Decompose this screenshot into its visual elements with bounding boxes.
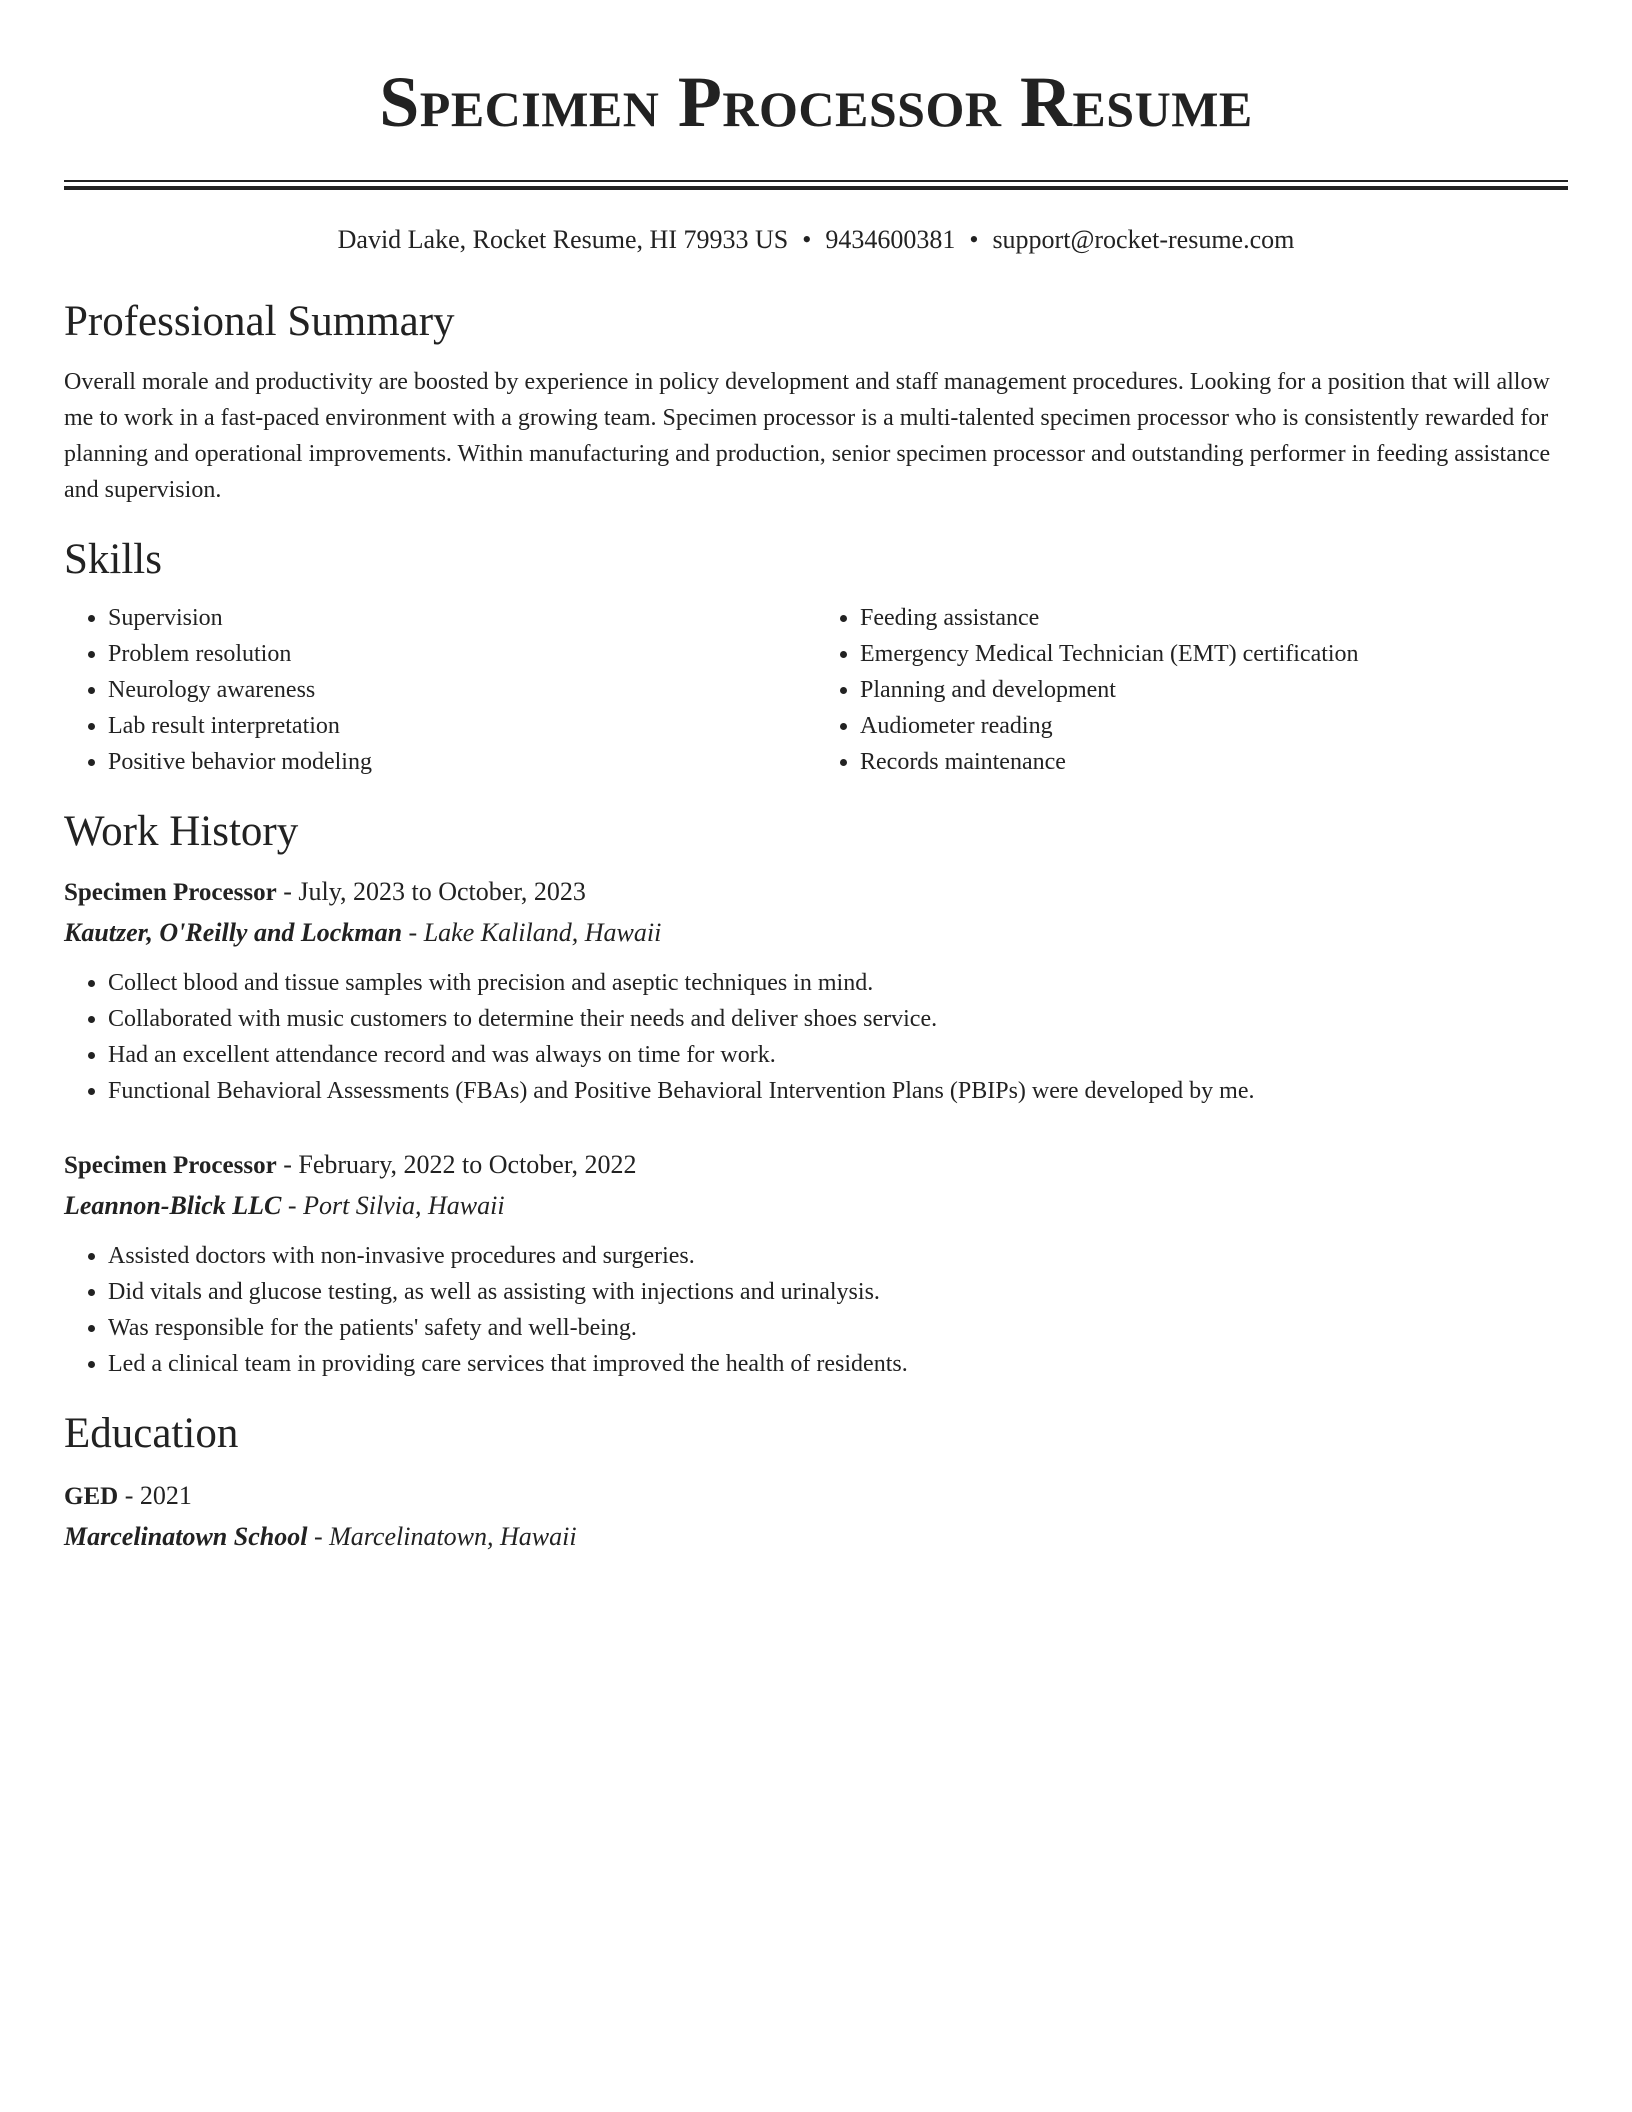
school-location: Marcelinatown, Hawaii	[329, 1522, 577, 1551]
summary-heading: Professional Summary	[64, 298, 455, 345]
job-title-line	[64, 1147, 1568, 1184]
job-location: Lake Kaliland, Hawaii	[423, 918, 662, 947]
job-duty: • Did vitals and glucose testing, as well as assisting with injections and urinalysis.	[108, 1274, 1568, 1310]
dash: -	[276, 877, 299, 906]
degree-line	[64, 1478, 1568, 1515]
contact-address: David Lake, Rocket Resume, HI 79933 US	[337, 225, 789, 254]
job-entry	[64, 1147, 1568, 1382]
job-company-line	[64, 1188, 1568, 1224]
job-title: Specimen Processor	[64, 879, 277, 906]
job-duty: • Led a clinical team in providing care services that improved the health of residents.	[108, 1346, 1568, 1382]
skill-item: • Lab result interpretation	[108, 708, 816, 744]
job-duty: • Assisted doctors with non-invasive procedures and surgeries.	[108, 1238, 1568, 1274]
graduation-year: 2021	[139, 1481, 192, 1510]
title-divider	[64, 180, 1568, 190]
skill-item: • Supervision	[108, 600, 816, 636]
skill-item: • Audiometer reading	[860, 708, 1568, 744]
job-company: Kautzer, O'Reilly and Lockman	[64, 918, 403, 947]
job-duties	[64, 965, 1568, 1109]
skills-column-right	[816, 600, 1568, 780]
job-title: Specimen Processor	[64, 1152, 277, 1179]
contact-separator: •	[969, 225, 979, 254]
job-dates: February, 2022 to October, 2022	[298, 1150, 637, 1179]
job-duties	[64, 1238, 1568, 1382]
skill-item: • Emergency Medical Technician (EMT) certification	[860, 636, 1568, 672]
education-heading: Education	[64, 1410, 239, 1457]
job-duty: • Collect blood and tissue samples with precision and aseptic techniques in mind.	[108, 965, 1568, 1001]
skill-item: • Problem resolution	[108, 636, 816, 672]
contact-line	[64, 224, 1568, 256]
job-company: Leannon-Blick LLC	[64, 1191, 282, 1220]
job-location: Port Silvia, Hawaii	[303, 1191, 505, 1220]
job-dates: July, 2023 to October, 2023	[298, 877, 586, 906]
job-duty: • Collaborated with music customers to determine their needs and deliver shoes service.	[108, 1001, 1568, 1037]
degree: GED	[64, 1483, 119, 1510]
skill-item: • Neurology awareness	[108, 672, 816, 708]
resume-title: Specimen Processor Resume	[379, 62, 1253, 142]
job-company-line	[64, 915, 1568, 951]
skills-column-left	[64, 600, 816, 780]
education-entry	[64, 1478, 1568, 1555]
job-entry	[64, 874, 1568, 1109]
skills-list	[64, 600, 1568, 780]
skill-item: • Feeding assistance	[860, 600, 1568, 636]
skills-heading: Skills	[64, 536, 162, 583]
contact-email: support@rocket-resume.com	[992, 225, 1295, 254]
school-line	[64, 1519, 1568, 1555]
job-title-line	[64, 874, 1568, 911]
dash: -	[402, 918, 424, 947]
contact-phone: 9434600381	[825, 225, 956, 254]
contact-separator: •	[802, 225, 812, 254]
job-duty: • Had an excellent attendance record and was always on time for work.	[108, 1037, 1568, 1073]
job-duty: • Functional Behavioral Assessments (FBAs) and Positive Behavioral Intervention Plans (PBIPs) were developed by me.	[108, 1073, 1568, 1109]
summary-text: Overall morale and productivity are boosted by experience in policy development and staff management procedures. Looking for a position that will allow me to work in a fast-paced environment with a growing team. Specimen processor is a multi-talented specimen processor who is consistently rewarded for planning and operational improvements. Within manufacturing and production, senior specimen processor and outstanding performer in feeding assistance and supervision.	[64, 369, 1551, 503]
dash: -	[118, 1481, 140, 1510]
dash: -	[276, 1150, 299, 1179]
dash: -	[307, 1522, 330, 1551]
work-history-heading: Work History	[64, 808, 299, 855]
school-name: Marcelinatown School	[64, 1522, 308, 1551]
job-duty: • Was responsible for the patients' safety and well-being.	[108, 1310, 1568, 1346]
dash: -	[281, 1191, 304, 1220]
skill-item: • Positive behavior modeling	[108, 744, 816, 780]
skill-item: • Records maintenance	[860, 744, 1568, 780]
skill-item: • Planning and development	[860, 672, 1568, 708]
